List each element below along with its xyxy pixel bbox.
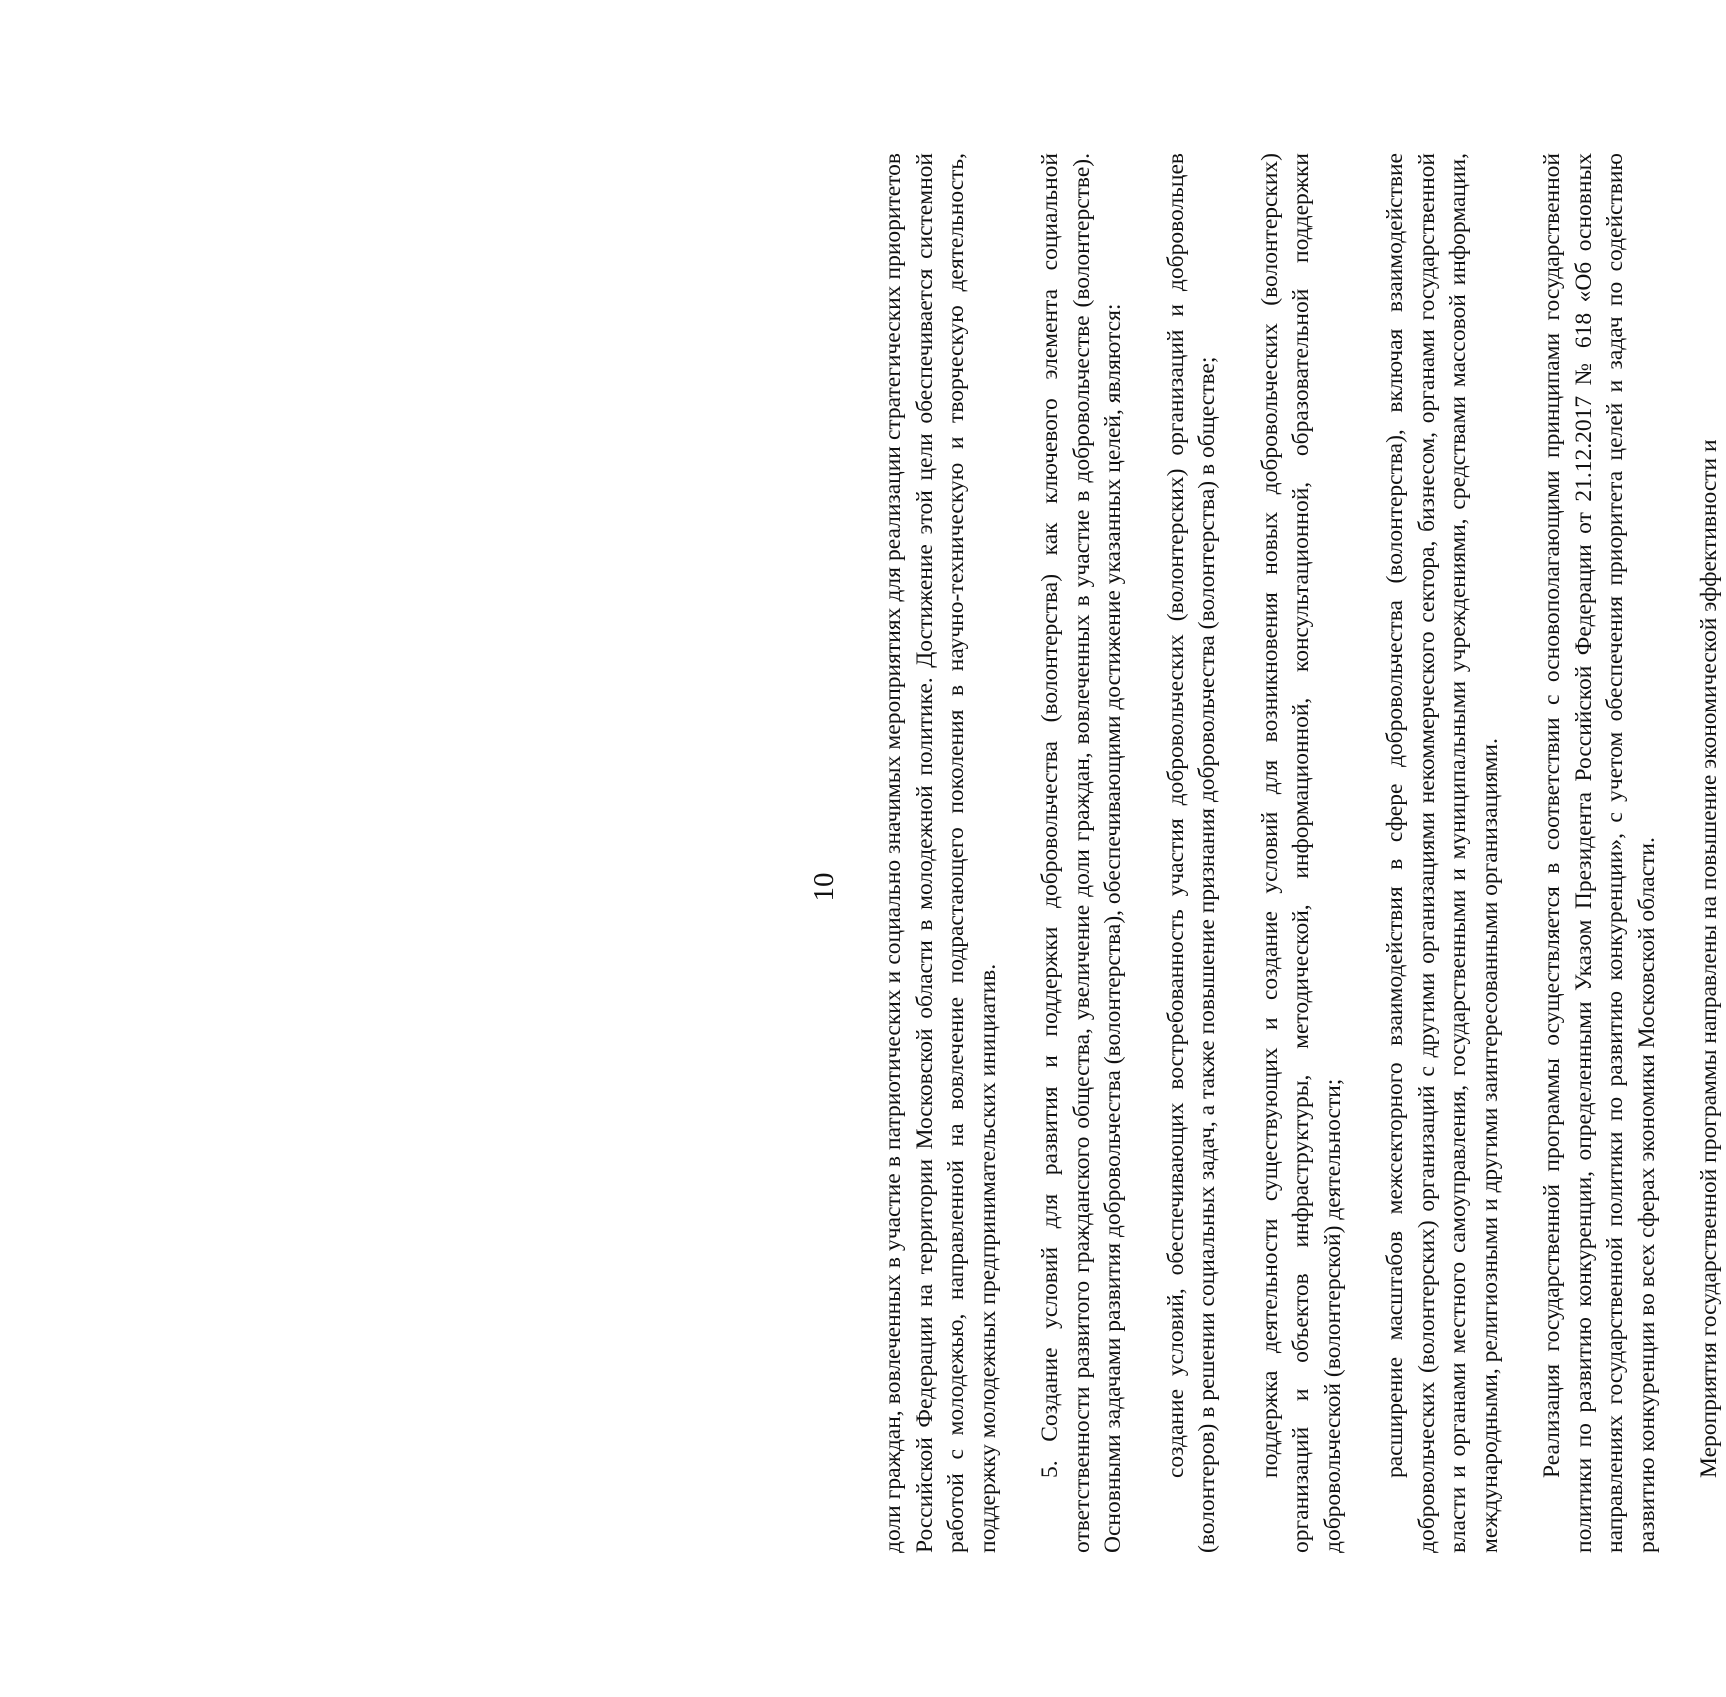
paragraph-volunteering-goal: 5. Создание условий для развития и поддержки добровольчества (волонтерства) как ключевого элемента социальной ответственности развитого гражданского общества, увеличение доли граждан, вовлеченных в участие в добровольчестве (волонтерстве). Основными задачами развития добровольчества (волонтерства), обеспечивающими достижение указанных целей, являются: bbox=[1037, 153, 1126, 1553]
paragraph-competition-policy: Реализация государственной программы осуществляется в соответствии с основополагающими принципами государственной политики по развитию конкуренции, определенными Указом Президента Российской Федерации от 21.12.2017 № 618 «Об основных направлениях государственной политики по развитию конкуренции», с учетом обеспечения приоритета целей и задач по содействию развитию конкуренции во всех сферах экономики Московской области. bbox=[1539, 153, 1660, 1553]
paragraph-task-intersectoral: расширение масштабов межсекторного взаимодействия в сфере добровольчества (волонтерства), включая взаимодействие добровольческих (волонтерских) организаций с другими организациями некоммерческого сектора, бизнесом, органами государственной власти и органами местного самоуправления, государственными и муниципальными учреждениями, средствами массовой информации, международными, религиозными и другими заинтересованными организациями. bbox=[1382, 153, 1503, 1553]
rotated-document-page bbox=[0, 77, 1722, 1697]
document-body bbox=[878, 153, 1726, 1553]
page-number: 10 bbox=[808, 872, 840, 902]
paragraph-youth-policy: доли граждан, вовлеченных в участие в патриотических и социально значимых мероприятиях для реализации стратегических приоритетов Российской Федерации на территории Московской области в молодежной политике. Достижение этой цели обеспечивается системной работой с молодежью, направленной на вовлечение подрастающего поколения в научно-техническую и творческую деятельность, поддержку молодежных предпринимательских инициатив. bbox=[880, 153, 1001, 1553]
paragraph-program-measures: Мероприятия государственной программы направлены на повышение экономической эффективности и bbox=[1696, 439, 1722, 1478]
paragraph-task-support: поддержка деятельности существующих и создание условий для возникновения новых добровольческих (волонтерских) организаций и объектов инфраструктуры, методической, информационной, консультационной, образовательной поддержки добровольческой (волонтерской) деятельности; bbox=[1256, 153, 1346, 1553]
paragraph-task-demand: создание условий, обеспечивающих востребованность участия добровольческих (волонтерских) организаций и добровольцев (волонтеров) в решении социальных задач, а также повышение признания добровольчества (волонтерства) в обществе; bbox=[1162, 153, 1220, 1553]
